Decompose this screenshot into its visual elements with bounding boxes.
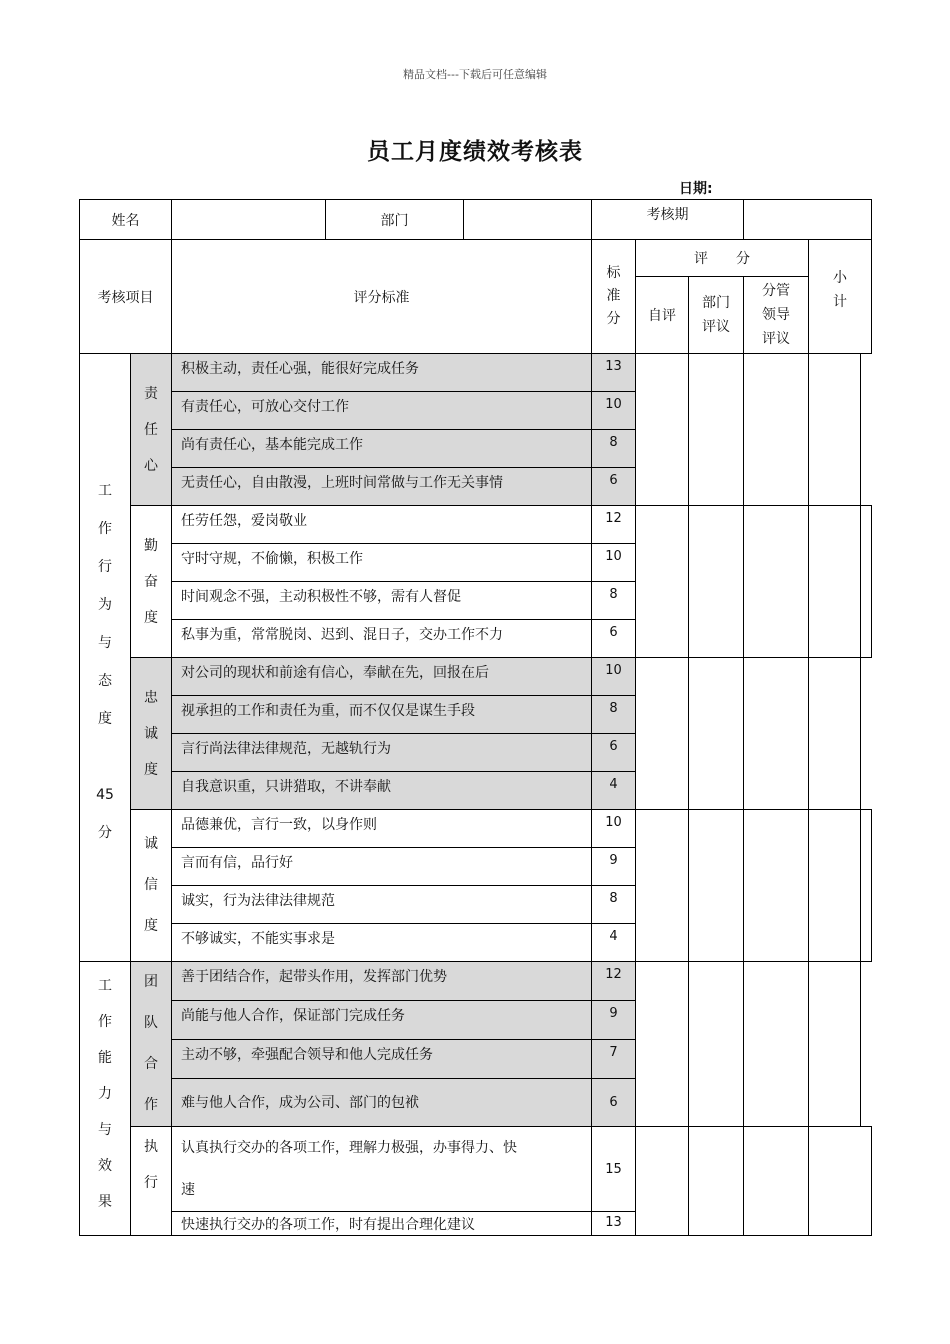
score-cell: 9 bbox=[592, 1000, 636, 1039]
table-row bbox=[80, 506, 872, 544]
info-row bbox=[80, 200, 872, 240]
col-dept-header bbox=[689, 277, 744, 354]
page-watermark: 精品文档---下载后可任意编辑 bbox=[403, 68, 547, 81]
header-row bbox=[80, 240, 872, 277]
score-cell: 4 bbox=[592, 772, 636, 810]
dept-field[interactable] bbox=[464, 200, 592, 240]
table-row bbox=[80, 810, 872, 848]
section-char: 作 bbox=[98, 520, 112, 537]
criteria-cell bbox=[172, 1127, 592, 1212]
group-name-teamwork bbox=[131, 962, 172, 1127]
group-char: 度 bbox=[144, 761, 158, 778]
group-char: 团 bbox=[144, 974, 158, 990]
spacer-cell bbox=[861, 354, 872, 506]
group-char: 责 bbox=[144, 385, 158, 402]
group-name-diligence bbox=[131, 506, 172, 658]
self-score-field[interactable] bbox=[636, 962, 689, 1127]
subtotal-field[interactable] bbox=[809, 354, 861, 506]
criteria-cell: 不够诚实，不能实事求是 bbox=[172, 924, 592, 962]
dept-line: 评议 bbox=[702, 319, 730, 335]
score-cell: 10 bbox=[592, 392, 636, 430]
group-char: 行 bbox=[144, 1175, 158, 1191]
standard-char: 标 bbox=[606, 265, 621, 281]
group-char: 度 bbox=[144, 609, 158, 626]
criteria-cell: 快速执行交办的各项工作，时有提出合理化建议 bbox=[172, 1212, 592, 1236]
group-name-loyalty bbox=[131, 658, 172, 810]
dept-score-field[interactable] bbox=[689, 658, 744, 810]
subtotal-field[interactable] bbox=[809, 658, 861, 810]
subtotal-field[interactable] bbox=[809, 810, 861, 962]
section-char: 态 bbox=[98, 672, 112, 689]
dept-score-field[interactable] bbox=[689, 810, 744, 962]
section-char: 分 bbox=[98, 824, 112, 841]
col-self-header: 自评 bbox=[636, 277, 689, 354]
leader-score-field[interactable] bbox=[744, 810, 809, 962]
dept-score-field[interactable] bbox=[689, 962, 744, 1127]
score-cell: 10 bbox=[592, 658, 636, 696]
group-name-responsibility bbox=[131, 354, 172, 506]
score-cell: 8 bbox=[592, 696, 636, 734]
leader-score-field[interactable] bbox=[744, 1127, 809, 1236]
leader-line: 评议 bbox=[762, 331, 791, 347]
self-score-field[interactable] bbox=[636, 1127, 689, 1236]
group-name-integrity bbox=[131, 810, 172, 962]
name-field[interactable] bbox=[172, 200, 326, 240]
section-char: 力 bbox=[98, 1086, 112, 1102]
section-char: 工 bbox=[98, 482, 112, 499]
section-char: 果 bbox=[98, 1194, 112, 1210]
table-row bbox=[80, 658, 872, 696]
standard-char: 准 bbox=[606, 288, 621, 304]
dept-label: 部门 bbox=[326, 200, 464, 240]
section-char: 效 bbox=[98, 1158, 112, 1174]
score-cell: 8 bbox=[592, 430, 636, 468]
col-subtotal-header bbox=[809, 240, 872, 354]
score-cell: 4 bbox=[592, 924, 636, 962]
criteria-cell: 视承担的工作和责任为重，而不仅仅是谋生手段 bbox=[172, 696, 592, 734]
leader-score-field[interactable] bbox=[744, 658, 809, 810]
criteria-cell: 私事为重，常常脱岗、迟到、混日子，交办工作不力 bbox=[172, 620, 592, 658]
col-item-header: 考核项目 bbox=[80, 240, 172, 354]
criteria-cell: 有责任心，可放心交付工作 bbox=[172, 392, 592, 430]
section-char: 45 bbox=[96, 786, 114, 803]
score-cell: 9 bbox=[592, 848, 636, 886]
subtotal-field[interactable] bbox=[809, 506, 861, 658]
dept-score-field[interactable] bbox=[689, 1127, 744, 1236]
score-cell: 6 bbox=[592, 734, 636, 772]
score-cell: 7 bbox=[592, 1039, 636, 1078]
criteria-cell: 自我意识重，只讲猎取，不讲奉献 bbox=[172, 772, 592, 810]
group-char: 勤 bbox=[144, 537, 158, 554]
section-char: 度 bbox=[98, 710, 112, 727]
evaluation-table bbox=[79, 199, 872, 1236]
dept-score-field[interactable] bbox=[689, 354, 744, 506]
criteria-cell: 积极主动，责任心强，能很好完成任务 bbox=[172, 354, 592, 392]
group-char: 奋 bbox=[144, 573, 158, 590]
self-score-field[interactable] bbox=[636, 658, 689, 810]
group-char: 信 bbox=[144, 877, 158, 893]
group-char: 队 bbox=[144, 1015, 158, 1031]
criteria-line: 速 bbox=[181, 1182, 195, 1198]
criteria-cell: 诚实，行为法律法律规范 bbox=[172, 886, 592, 924]
score-cell: 8 bbox=[592, 582, 636, 620]
group-char: 诚 bbox=[144, 725, 158, 742]
self-score-field[interactable] bbox=[636, 354, 689, 506]
leader-score-field[interactable] bbox=[744, 962, 809, 1127]
group-name-execution bbox=[131, 1127, 172, 1236]
score-cell: 12 bbox=[592, 962, 636, 1001]
section-char: 为 bbox=[98, 596, 112, 613]
spacer-cell bbox=[861, 962, 872, 1127]
leader-line: 领导 bbox=[762, 307, 791, 323]
score-cell: 6 bbox=[592, 468, 636, 506]
group-char: 度 bbox=[144, 918, 158, 934]
spacer-cell bbox=[861, 658, 872, 810]
group-char: 作 bbox=[144, 1097, 158, 1113]
table-row bbox=[80, 354, 872, 392]
section-char: 与 bbox=[98, 634, 112, 651]
group-char: 执 bbox=[144, 1139, 158, 1155]
subtotal-char: 计 bbox=[833, 293, 848, 310]
score-cell: 12 bbox=[592, 506, 636, 544]
criteria-line: 认真执行交办的各项工作，理解力极强，办事得力、快 bbox=[181, 1140, 517, 1156]
score-cell: 8 bbox=[592, 886, 636, 924]
leader-score-field[interactable] bbox=[744, 354, 809, 506]
criteria-cell: 善于团结合作，起带头作用，发挥部门优势 bbox=[172, 962, 592, 1001]
criteria-cell: 时间观念不强，主动积极性不够，需有人督促 bbox=[172, 582, 592, 620]
score-cell: 13 bbox=[592, 1212, 636, 1236]
table-row bbox=[80, 962, 872, 1001]
period-field[interactable] bbox=[744, 200, 872, 240]
criteria-cell: 言而有信，品行好 bbox=[172, 848, 592, 886]
section-char: 工 bbox=[98, 978, 112, 994]
score-cell: 10 bbox=[592, 810, 636, 848]
group-char: 诚 bbox=[144, 836, 158, 852]
score-cell: 13 bbox=[592, 354, 636, 392]
criteria-cell: 对公司的现状和前途有信心，奉献在先，回报在后 bbox=[172, 658, 592, 696]
criteria-cell: 任劳任怨，爱岗敬业 bbox=[172, 506, 592, 544]
criteria-cell: 尚有责任心，基本能完成工作 bbox=[172, 430, 592, 468]
period-label: 考核期 bbox=[592, 200, 744, 240]
group-char: 合 bbox=[144, 1056, 158, 1072]
score-cell: 6 bbox=[592, 620, 636, 658]
criteria-cell: 难与他人合作，成为公司、部门的包袱 bbox=[172, 1078, 592, 1126]
section-char bbox=[80, 738, 130, 776]
criteria-cell: 言行尚法律法律规范，无越轨行为 bbox=[172, 734, 592, 772]
section-char: 行 bbox=[98, 558, 112, 575]
subtotal-char: 小 bbox=[833, 269, 848, 286]
criteria-cell: 尚能与他人合作，保证部门完成任务 bbox=[172, 1000, 592, 1039]
section-title-attitude bbox=[80, 354, 131, 962]
self-score-field[interactable] bbox=[636, 506, 689, 658]
date-label: 日期: bbox=[679, 181, 713, 197]
col-criteria-header: 评分标准 bbox=[172, 240, 592, 354]
section-char: 能 bbox=[98, 1050, 112, 1066]
group-char: 心 bbox=[144, 457, 158, 474]
spacer-cell bbox=[861, 810, 872, 962]
name-label: 姓名 bbox=[80, 200, 172, 240]
spacer-cell bbox=[861, 506, 872, 658]
score-cell: 6 bbox=[592, 1078, 636, 1126]
standard-char: 分 bbox=[606, 311, 621, 327]
col-leader-header bbox=[744, 277, 809, 354]
subtotal-field[interactable] bbox=[809, 1127, 872, 1236]
leader-score-field[interactable] bbox=[744, 506, 809, 658]
col-score-group-header: 评 分 bbox=[636, 240, 809, 277]
section-char: 作 bbox=[98, 1014, 112, 1030]
dept-score-field[interactable] bbox=[689, 506, 744, 658]
score-cell: 15 bbox=[592, 1127, 636, 1212]
section-title-ability bbox=[80, 962, 131, 1236]
col-standard-header bbox=[592, 240, 636, 354]
group-char: 忠 bbox=[144, 689, 158, 706]
table-row bbox=[80, 1127, 872, 1167]
criteria-cell: 主动不够，牵强配合领导和他人完成任务 bbox=[172, 1039, 592, 1078]
page-title: 员工月度绩效考核表 bbox=[367, 139, 583, 165]
criteria-cell: 守时守规，不偷懒，积极工作 bbox=[172, 544, 592, 582]
group-char: 任 bbox=[144, 421, 158, 438]
section-char: 与 bbox=[98, 1122, 112, 1138]
leader-line: 分管 bbox=[762, 283, 791, 299]
criteria-cell: 无责任心，自由散漫，上班时间常做与工作无关事情 bbox=[172, 468, 592, 506]
subtotal-field[interactable] bbox=[809, 962, 861, 1127]
score-cell: 10 bbox=[592, 544, 636, 582]
self-score-field[interactable] bbox=[636, 810, 689, 962]
criteria-cell: 品德兼优，言行一致，以身作则 bbox=[172, 810, 592, 848]
dept-line: 部门 bbox=[702, 295, 730, 311]
